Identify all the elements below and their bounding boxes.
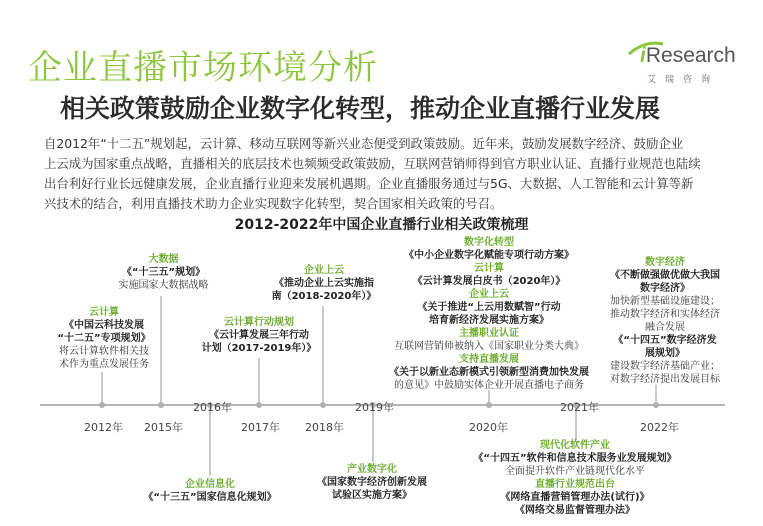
policy-desc: 互联网营销师被纳入《国家职业分类大典》 bbox=[394, 341, 584, 352]
policy-desc: 加快新型基础设施建设； bbox=[610, 296, 720, 307]
policy-block-2016 bbox=[130, 478, 290, 504]
policy-heading: 产业数字化 bbox=[347, 464, 397, 475]
year-label: 2020年 bbox=[469, 421, 508, 434]
policy-block-2017 bbox=[194, 316, 324, 355]
policy-document: 《网络交易监督管理办法》 bbox=[515, 505, 635, 516]
timeline-stem bbox=[209, 406, 211, 476]
policy-document: 《云计算发展白皮书（2020年）》 bbox=[412, 276, 566, 287]
policy-document: 《“十四五”软件和信息技术服务业发展规划》 bbox=[473, 453, 677, 464]
policy-heading: 数字经济 bbox=[645, 257, 685, 268]
policy-document: 《“十四五”数字经济发 bbox=[613, 335, 717, 346]
policy-heading: 云计算 bbox=[474, 263, 504, 274]
policy-heading: 直播行业规范出台 bbox=[535, 479, 615, 490]
policy-desc: 术作为重点发展任务 bbox=[59, 359, 149, 370]
policy-block-2021 bbox=[468, 439, 682, 517]
policy-desc: 实施国家大数据战略 bbox=[118, 280, 209, 291]
policy-heading: 支持直播发展 bbox=[459, 354, 519, 365]
logo-subtitle: 艾瑞咨询 bbox=[647, 75, 720, 85]
policy-document: 《关于以新业态新模式引领新型消费加快发展 bbox=[389, 367, 589, 378]
policy-document: 《网络直播营销管理办法(试行)》 bbox=[500, 492, 650, 503]
policy-document: 《关于推进“上云用数赋智”行动 bbox=[417, 302, 561, 313]
policy-heading: 企业上云 bbox=[304, 265, 344, 276]
policy-desc: 全面提升软件产业链现代化水平 bbox=[505, 466, 645, 477]
year-label: 2021年 bbox=[560, 401, 599, 414]
policy-heading: 企业上云 bbox=[469, 289, 509, 300]
year-label: 2015年 bbox=[144, 421, 183, 434]
policy-document: 试验区实施方案》 bbox=[332, 490, 412, 501]
year-label: 2018年 bbox=[305, 421, 344, 434]
policy-block-2019 bbox=[306, 463, 438, 502]
timeline-dot bbox=[653, 402, 659, 408]
policy-desc: 对数字经济提出发展目标 bbox=[610, 374, 720, 385]
policy-document: 《中国云科技发展 bbox=[64, 320, 144, 331]
policy-block-2022 bbox=[600, 256, 730, 386]
year-label: 2012年 bbox=[84, 421, 123, 434]
policy-block-2020 bbox=[383, 236, 595, 392]
logo-brand-rest: Research bbox=[645, 44, 736, 67]
intro-paragraph bbox=[44, 134, 730, 214]
policy-document: 《“十三五”规划》 bbox=[121, 267, 206, 278]
policy-document: 培育新经济发展实施方案》 bbox=[429, 315, 549, 326]
policy-heading: 云计算行动规划 bbox=[224, 317, 294, 328]
policy-block-2012 bbox=[44, 306, 164, 371]
policy-heading: 企业信息化 bbox=[185, 479, 235, 490]
iresearch-logo bbox=[625, 42, 745, 85]
policy-desc: 融合发展 bbox=[645, 322, 685, 333]
logo-brand-i: i bbox=[640, 44, 646, 67]
policy-document: 数字经济》 bbox=[640, 283, 690, 294]
policy-document: 《国家数字经济创新发展 bbox=[317, 477, 427, 488]
policy-document: 展规划》 bbox=[645, 348, 685, 359]
policy-heading: 主播职业认证 bbox=[459, 328, 519, 339]
paragraph-line: 出台利好行业长远健康发展，企业直播行业迎来发展机遇期。企业直播服务通过与5G、大数据、人工智能和云计算等新 bbox=[44, 176, 694, 191]
policy-heading: 大数据 bbox=[148, 254, 179, 265]
timeline-stem bbox=[101, 372, 103, 404]
timeline-dot bbox=[320, 402, 326, 408]
year-label: 2016年 bbox=[193, 401, 232, 414]
policy-heading: 现代化软件产业 bbox=[540, 440, 610, 451]
policy-document: 《中小企业数字化赋能专项行动方案》 bbox=[404, 250, 574, 261]
policy-document: 《“十三五”国家信息化规划》 bbox=[143, 492, 277, 503]
policy-desc: 的意见》中鼓励实体企业开展直播电子商务 bbox=[394, 380, 584, 391]
year-label: 2017年 bbox=[241, 421, 280, 434]
policy-document: 南（2018-2020年）》 bbox=[271, 291, 377, 302]
policy-document: “十二五”专项规划》 bbox=[57, 333, 151, 344]
policy-document: 计划（2017-2019年）》 bbox=[201, 343, 317, 354]
page-title: 企业直播市场环境分析 bbox=[28, 48, 378, 88]
timeline-stem bbox=[258, 358, 260, 404]
policy-desc: 将云计算软件相关技 bbox=[59, 346, 149, 357]
year-label: 2019年 bbox=[355, 401, 394, 414]
paragraph-line: 兴技术的结合，利用直播技术助力企业实现数字化转型，契合国家相关政策的号召。 bbox=[44, 196, 503, 211]
policy-heading: 数字化转型 bbox=[464, 237, 514, 248]
paragraph-line: 上云成为国家重点战略，直播相关的底层技术也频频受政策鼓励，互联网营销师得到官方职业认证、直播行业规范也陆续 bbox=[44, 156, 701, 171]
page-subtitle: 相关政策鼓励企业数字化转型，推动企业直播行业发展 bbox=[60, 94, 661, 123]
timeline-dot bbox=[486, 402, 492, 408]
timeline-dot bbox=[158, 402, 164, 408]
policy-document: 《不断做强做优做大我国 bbox=[610, 270, 720, 281]
policy-heading: 云计算 bbox=[89, 307, 119, 318]
policy-block-2015 bbox=[106, 253, 221, 292]
policy-desc: 推动数字经济和实体经济 bbox=[610, 309, 720, 320]
timeline-title: 2012-2022年中国企业直播行业相关政策梳理 bbox=[234, 217, 529, 233]
policy-document: 《推动企业上云实施指 bbox=[274, 278, 374, 289]
timeline-dot bbox=[99, 402, 105, 408]
paragraph-line: 自2012年“十二五”规划起，云计算、移动互联网等新兴业态便受到政策鼓励。近年来，鼓励发展数字经济、鼓励企业 bbox=[44, 136, 684, 151]
timeline-dot bbox=[256, 402, 262, 408]
year-label: 2022年 bbox=[640, 421, 679, 434]
policy-document: 《云计算发展三年行动 bbox=[209, 330, 309, 341]
policy-desc: 建设数字经济基础产业； bbox=[610, 361, 720, 372]
policy-block-2018 bbox=[262, 264, 386, 303]
